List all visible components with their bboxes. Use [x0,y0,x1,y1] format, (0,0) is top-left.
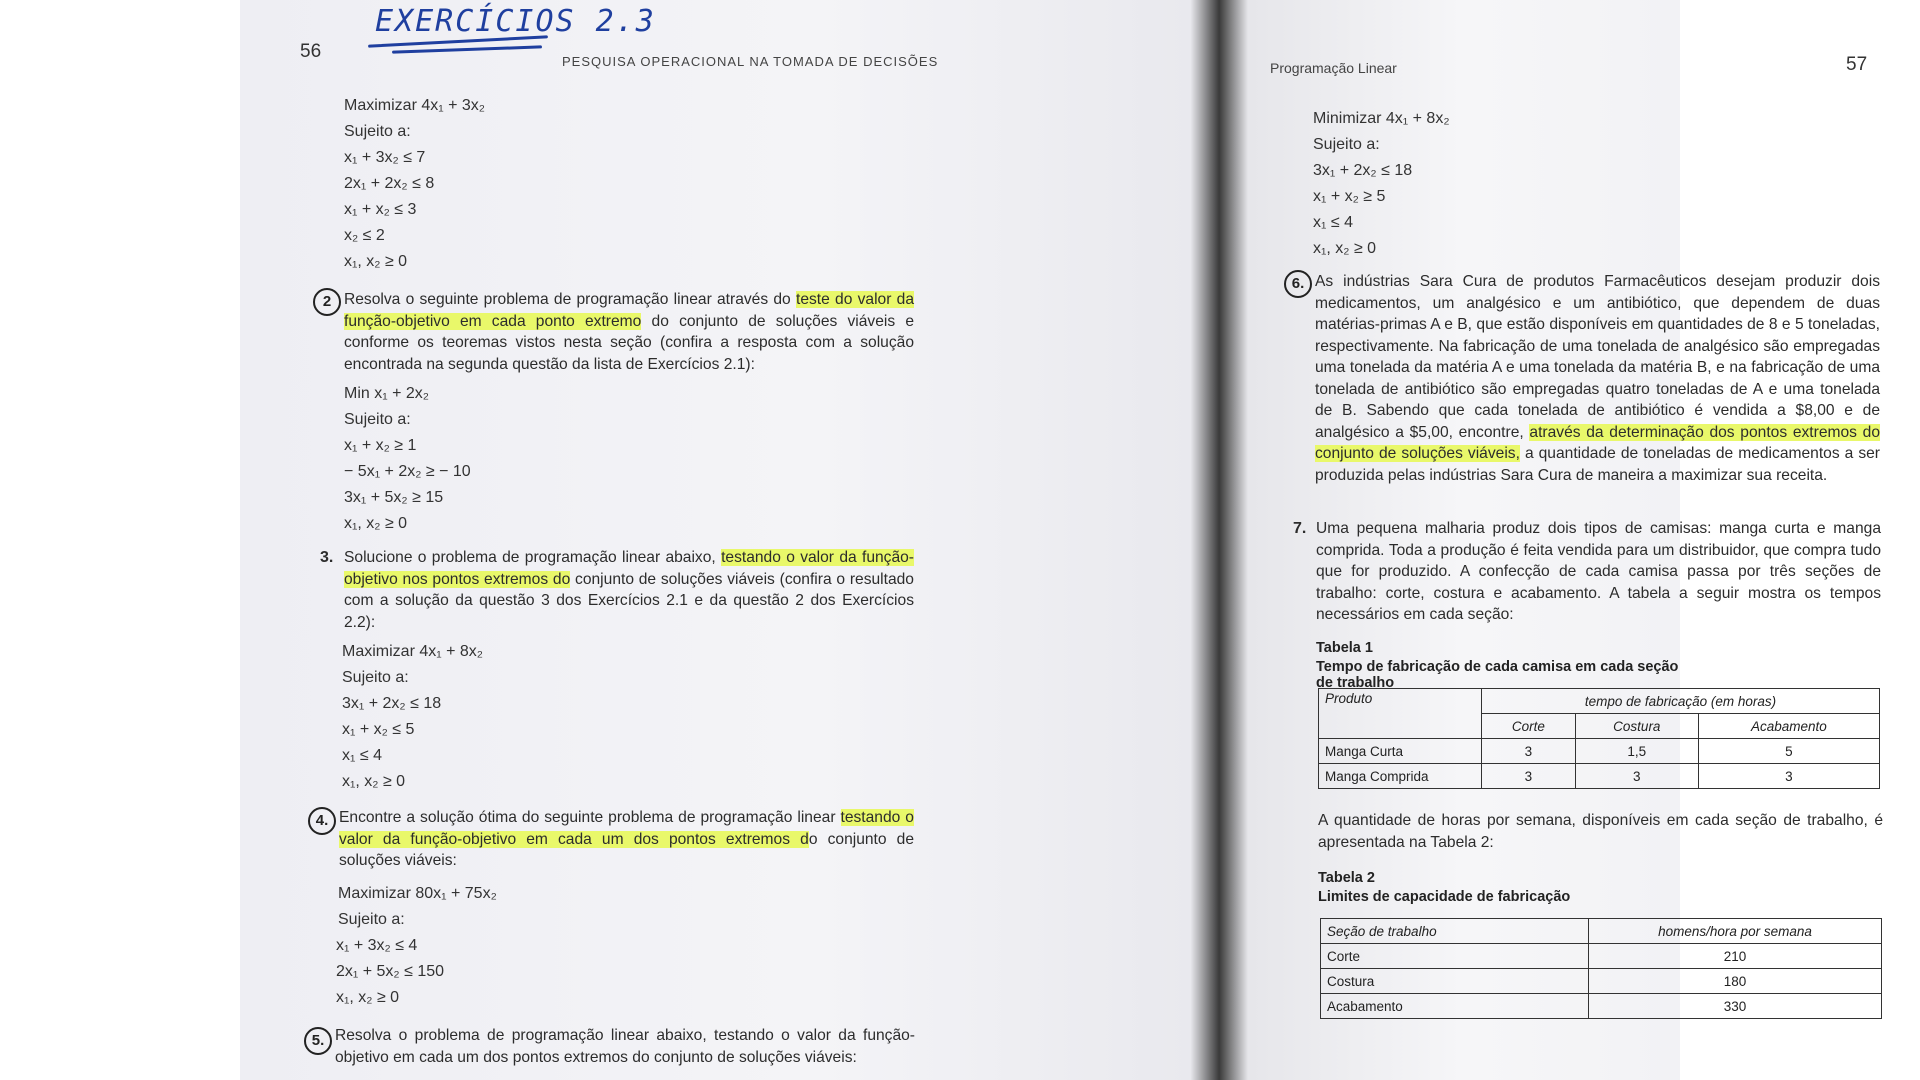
table-cell: Manga Comprida [1319,764,1482,789]
constraint: 2x₁ + 2x₂ ≤ 8 [344,175,435,192]
table-row [1321,969,1882,994]
table-row [1321,944,1882,969]
table-1-title: Tempo de fabricação de cada camisa em cada seção de trabalho [1316,659,1679,691]
table-cell: 330 [1589,994,1882,1019]
running-header: Programação Linear [1270,60,1397,76]
constraint: x₁, x₂ ≥ 0 [342,773,406,790]
exercise-6-statement: As indústrias Sara Cura de produtos Farmacêuticos desejam produzir dois medicamentos, um analgésico e um antibiótico, que dependem de duas matérias-primas A e B, que estão disponíveis em quantidades de 8 e 5 toneladas, respectivamente. Na fabricação de uma tonelada de analgésico são empregadas uma tonelada da matéria A e uma tonelada da matéria B, e na fabricação de uma tonelada de antibiótico são empregadas quatro toneladas de A e uma tonelada de B. Sabendo que cada tonelada de antibiótico é vendida a $8,00 e de analgésico a $5,00, encontre, através da determinação dos pontos extremos do conjunto de soluções viáveis, a quantidade de toneladas de medicamentos a ser produzida pelas indústrias Sara Cura de maneira a maximizar sua receita. [1315,273,1881,484]
table-header-cell: tempo de fabricação (em horas) [1482,689,1880,714]
table-header-cell: homens/hora por semana [1589,919,1882,944]
constraint: x₁ ≤ 4 [1313,214,1353,231]
handwritten-title: EXERCÍCIOS 2.3 [375,4,656,39]
constraint: x₁ + 3x₂ ≤ 4 [336,937,418,954]
table-header-cell: Corte [1482,714,1576,739]
constraint: x₁ + x₂ ≤ 5 [342,721,415,738]
problem-objective: Maximizar 4x₁ + 8x₂ [342,643,483,660]
subject-to-label: Sujeito a: [1313,136,1380,153]
subject-to-label: Sujeito a: [342,669,409,686]
table-cell: 3 [1698,764,1879,789]
constraint: 2x₁ + 5x₂ ≤ 150 [336,963,445,980]
exercise-number-circled: 4. [308,807,336,835]
table-cell: Acabamento [1321,994,1589,1019]
table-cell: 180 [1589,969,1882,994]
constraint: x₁ ≤ 4 [342,747,382,764]
highlighted-text: teste do valor da função-objetivo em cada ponto extremo [344,291,914,330]
highlighted-text: através da determinação dos pontos extremos do conjunto de soluções viáveis, [1315,423,1880,462]
table-intro-text: A quantidade de horas por semana, disponíveis em cada seção de trabalho, é apresentada na Tabela 2: [1318,812,1883,851]
constraint: 3x₁ + 2x₂ ≤ 18 [342,695,442,712]
subject-to-label: Sujeito a: [344,123,411,140]
table-1 [1318,688,1880,789]
exercise-7-statement: Uma pequena malharia produz dois tipos de camisas: manga curta e manga comprida. Toda a produção é feita vendida para um distribuidor, que compra tudo que for produzido. A confecção de cada camisa passa por três seções de trabalho: corte, costura e acabamento. A tabela a seguir mostra os tempos necessários em cada seção: [1316,520,1881,623]
table-row [1319,739,1880,764]
table-cell: 3 [1482,739,1576,764]
constraint: x₁ + x₂ ≥ 1 [344,437,417,454]
table-cell: 3 [1482,764,1576,789]
subject-to-label: Sujeito a: [344,411,411,428]
handwritten-underline [392,45,542,53]
exercise-3-statement: Solucione o problema de programação linear abaixo, testando o valor da função-objetivo nos pontos extremos do conjunto de soluções viáveis (confira o resultado com a solução da questão 3 dos Exercícios 2.1 e da questão 2 dos Exercícios 2.2): [344,549,914,631]
table-2-title: Limites de capacidade de fabricação [1318,889,1571,905]
table-cell: 1,5 [1575,739,1698,764]
highlighted-text: testando o valor da função-objetivo em cada um dos pontos extremos d [339,809,914,848]
constraint: 3x₁ + 5x₂ ≥ 15 [344,489,444,506]
exercise-number-circled: 6. [1284,270,1312,298]
constraint: x₁ + x₂ ≥ 5 [1313,188,1386,205]
exercise-5-statement: Resolva o problema de programação linear abaixo, testando o valor da função-objetivo em cada um dos pontos extremos do conjunto de soluções viáveis: [335,1027,915,1066]
running-header: PESQUISA OPERACIONAL NA TOMADA DE DECISÕES [562,54,939,69]
table-row [1319,764,1880,789]
constraint: 3x₁ + 2x₂ ≤ 18 [1313,162,1413,179]
table-row [1321,994,1882,1019]
table-2 [1320,918,1882,1019]
table-cell: Corte [1321,944,1589,969]
table-1-label: Tabela 1 [1316,640,1373,656]
exercise-4-statement: Encontre a solução ótima do seguinte problema de programação linear testando o valor da função-objetivo em cada um dos pontos extremos do conjunto de soluções viáveis: [339,809,915,869]
exercise-number: 7. [1293,520,1307,537]
right-page [980,0,1883,1080]
table-header-row [1319,689,1880,714]
constraint: x₁, x₂ ≥ 0 [344,253,408,270]
table-cell: 3 [1575,764,1698,789]
subject-to-label: Sujeito a: [338,911,405,928]
constraint: x₁, x₂ ≥ 0 [1313,240,1377,257]
constraint: x₁, x₂ ≥ 0 [344,515,408,532]
constraint: − 5x₁ + 2x₂ ≥ − 10 [344,463,471,480]
highlighted-text: testando o valor da função-objetivo nos pontos extremos do [344,549,914,588]
table-cell: 5 [1698,739,1879,764]
left-page [240,0,965,1080]
table-header-cell: Produto [1319,689,1482,739]
table-cell: 210 [1589,944,1882,969]
table-2-label: Tabela 2 [1318,870,1375,886]
page-number: 56 [300,41,322,62]
table-header-row [1321,919,1882,944]
problem-objective: Maximizar 4x₁ + 3x₂ [344,97,485,114]
problem-objective: Minimizar 4x₁ + 8x₂ [1313,110,1450,127]
table-cell: Costura [1321,969,1589,994]
exercise-2-statement: Resolva o seguinte problema de programação linear através do teste do valor da função-objetivo em cada ponto extremo do conjunto de soluções viáveis e conforme os teoremas vistos nesta seção (confira a resposta com a solução encontrada na segunda questão da lista de Exercícios 2.1): [344,291,914,373]
exercise-number-circled: 2 [313,288,341,316]
page-number: 57 [1846,54,1868,75]
constraint: x₁ + x₂ ≤ 3 [344,201,417,218]
table-header-cell: Seção de trabalho [1321,919,1589,944]
constraint: x₁, x₂ ≥ 0 [336,989,400,1006]
constraint: x₂ ≤ 2 [344,227,385,244]
problem-objective: Maximizar 80x₁ + 75x₂ [338,885,497,902]
table-header-cell: Costura [1575,714,1698,739]
exercise-number-circled: 5. [304,1027,332,1055]
constraint: x₁ + 3x₂ ≤ 7 [344,149,426,166]
table-header-cell: Acabamento [1698,714,1879,739]
table-cell: Manga Curta [1319,739,1482,764]
problem-objective: Min x₁ + 2x₂ [344,385,429,402]
exercise-number: 3. [320,549,334,566]
open-book-photo [240,0,1883,1080]
